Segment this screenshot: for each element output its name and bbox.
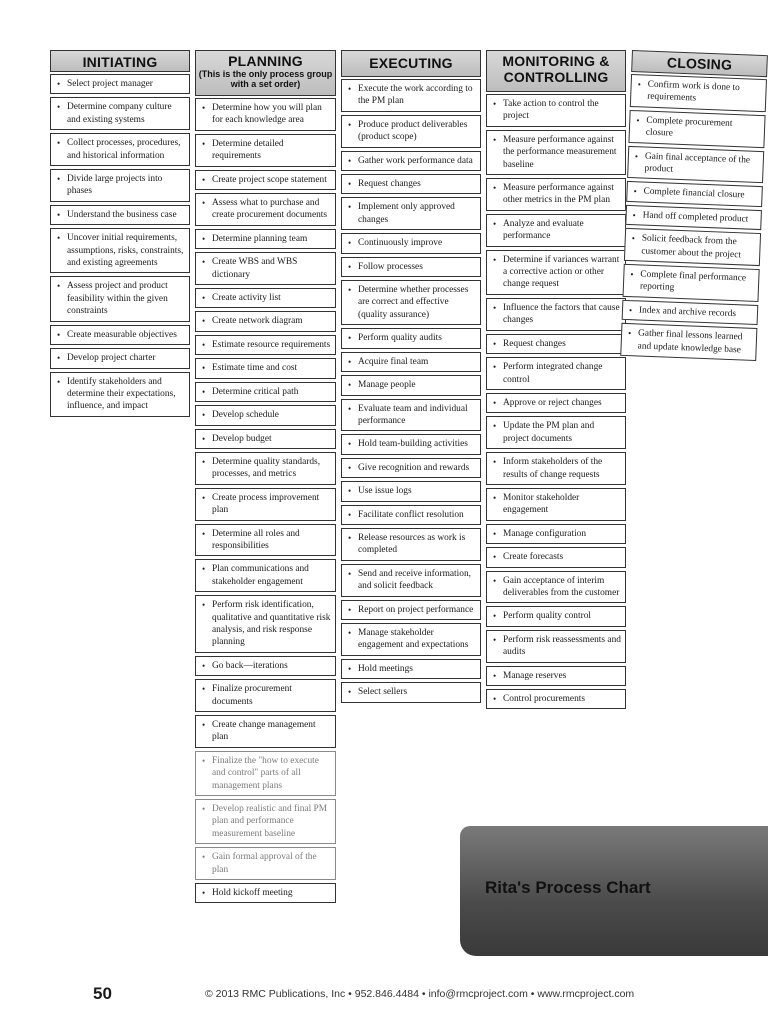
column-title: EXECUTING — [369, 55, 453, 71]
column-title: PLANNING — [228, 53, 303, 69]
process-item: • Inform stakeholders of the results of change requests — [486, 452, 626, 485]
process-item: • Take action to control the project — [486, 94, 626, 127]
process-item: • Manage stakeholder engagement and expectations — [341, 623, 481, 656]
process-item: • Determine all roles and responsibilities — [195, 524, 336, 557]
process-item: • Divide large projects into phases — [50, 169, 190, 202]
process-item: • Hold meetings — [341, 659, 481, 679]
process-item: • Continuously improve — [341, 233, 481, 253]
column-planning — [195, 50, 336, 906]
process-item: • Give recognition and rewards — [341, 458, 481, 478]
process-item: • Release resources as work is completed — [341, 528, 481, 561]
column-closing — [620, 50, 768, 364]
process-item: • Create change management plan — [195, 715, 336, 748]
process-item: • Create forecasts — [486, 547, 626, 567]
process-item: • Execute the work according to the PM plan — [341, 79, 481, 112]
process-item: • Approve or reject changes — [486, 393, 626, 413]
process-item: • Update the PM plan and project documents — [486, 416, 626, 449]
process-item: • Produce product deliverables (product scope) — [341, 115, 481, 148]
footer-copyright: © 2013 RMC Publications, Inc • 952.846.4484 • info@rmcproject.com • www.rmcproject.com — [205, 988, 635, 1000]
process-item: • Analyze and evaluate performance — [486, 214, 626, 247]
process-item: • Control procurements — [486, 689, 626, 709]
page-number: 50 — [93, 984, 112, 1003]
process-item: • Hold kickoff meeting — [195, 883, 336, 903]
process-item: • Develop project charter — [50, 348, 190, 368]
process-item: • Estimate resource requirements — [195, 335, 336, 355]
process-item: • Complete financial closure — [626, 181, 763, 207]
process-item: • Create project scope statement — [195, 170, 336, 190]
process-item: • Create process improvement plan — [195, 488, 336, 521]
process-item: • Measure performance against the performance measurement baseline — [486, 130, 626, 175]
process-item: • Gather final lessons learned and update knowledge base — [620, 323, 757, 361]
process-item: • Influence the factors that cause changes — [486, 298, 626, 331]
chart-title: Rita's Process Chart — [485, 878, 651, 897]
process-item: • Index and archive records — [622, 300, 759, 326]
process-item: • Gain acceptance of interim deliverables from the customer — [486, 571, 626, 604]
process-item: • Create measurable objectives — [50, 325, 190, 345]
column-executing — [341, 50, 481, 706]
process-item: • Determine if variances warrant a corrective action or other change request — [486, 250, 626, 295]
process-item: • Select project manager — [50, 74, 190, 94]
process-item: • Solicit feedback from the customer about the project — [624, 228, 761, 266]
process-item: • Request changes — [486, 334, 626, 354]
process-item: • Manage reserves — [486, 666, 626, 686]
process-item: • Assess project and product feasibility within the given constraints — [50, 276, 190, 321]
process-item: • Select sellers — [341, 682, 481, 702]
process-item: • Acquire final team — [341, 352, 481, 372]
column-title: MONITORING & CONTROLLING — [502, 53, 610, 85]
process-item: • Create network diagram — [195, 311, 336, 331]
process-item: • Perform quality audits — [341, 328, 481, 348]
process-item: • Perform integrated change control — [486, 357, 626, 390]
column-header-initiating — [50, 50, 190, 72]
process-item: • Implement only approved changes — [341, 197, 481, 230]
process-item: • Gather work performance data — [341, 151, 481, 171]
process-item: • Identify stakeholders and determine their expectations, influence, and impact — [50, 372, 190, 417]
process-item: • Assess what to purchase and create procurement documents — [195, 193, 336, 226]
process-item: • Complete final performance reporting — [623, 264, 760, 302]
process-item: • Plan communications and stakeholder engagement — [195, 559, 336, 592]
process-item: • Develop budget — [195, 429, 336, 449]
process-item: • Report on project performance — [341, 600, 481, 620]
process-item: • Gain final acceptance of the product — [627, 146, 764, 184]
process-item: • Facilitate conflict resolution — [341, 505, 481, 525]
process-item: • Measure performance against other metrics in the PM plan — [486, 178, 626, 211]
process-item: • Follow processes — [341, 257, 481, 277]
process-item: • Use issue logs — [341, 481, 481, 501]
process-item: • Hold team-building activities — [341, 434, 481, 454]
process-item: • Complete procurement closure — [628, 110, 765, 148]
column-subtitle: (This is the only process group with a set order) — [198, 69, 333, 89]
column-initiating — [50, 50, 190, 420]
column-header-closing — [631, 50, 768, 77]
process-item: • Determine planning team — [195, 229, 336, 249]
process-item: • Go back—iterations — [195, 656, 336, 676]
process-item: • Hand off completed product — [625, 205, 762, 231]
process-item: • Gain formal approval of the plan — [195, 847, 336, 880]
column-header-executing — [341, 50, 481, 77]
process-item: • Perform quality control — [486, 606, 626, 626]
process-item: • Collect processes, procedures, and historical information — [50, 133, 190, 166]
process-item: • Determine how you will plan for each knowledge area — [195, 98, 336, 131]
process-item: • Finalize the "how to execute and control" parts of all management plans — [195, 751, 336, 796]
process-item: • Monitor stakeholder engagement — [486, 488, 626, 521]
process-item: • Send and receive information, and solicit feedback — [341, 564, 481, 597]
process-item: • Evaluate team and individual performance — [341, 399, 481, 432]
process-item: • Determine company culture and existing systems — [50, 97, 190, 130]
column-title: INITIATING — [82, 54, 158, 70]
process-item: • Create activity list — [195, 288, 336, 308]
process-item: • Manage people — [341, 375, 481, 395]
process-item: • Perform risk identification, qualitative and quantitative risk analysis, and risk response planning — [195, 595, 336, 653]
process-item: • Perform risk reassessments and audits — [486, 630, 626, 663]
process-item: • Uncover initial requirements, assumptions, risks, constraints, and existing agreements — [50, 228, 190, 273]
process-item: • Develop realistic and final PM plan and performance measurement baseline — [195, 799, 336, 844]
process-item: • Create WBS and WBS dictionary — [195, 252, 336, 285]
column-monitoring-controlling — [486, 50, 626, 712]
process-item: • Determine quality standards, processes, and metrics — [195, 452, 336, 485]
process-item: • Understand the business case — [50, 205, 190, 225]
process-item: • Determine whether processes are correct and effective (quality assurance) — [341, 280, 481, 325]
process-item: • Determine detailed requirements — [195, 134, 336, 167]
column-header-planning — [195, 50, 336, 96]
process-item: • Determine critical path — [195, 382, 336, 402]
column-title: CLOSING — [666, 54, 733, 73]
process-item: • Finalize procurement documents — [195, 679, 336, 712]
column-header-monitoring-controlling — [486, 50, 626, 92]
process-item: • Estimate time and cost — [195, 358, 336, 378]
process-item: • Request changes — [341, 174, 481, 194]
process-item: • Develop schedule — [195, 405, 336, 425]
process-item: • Manage configuration — [486, 524, 626, 544]
process-item: • Confirm work is done to requirements — [630, 74, 767, 112]
